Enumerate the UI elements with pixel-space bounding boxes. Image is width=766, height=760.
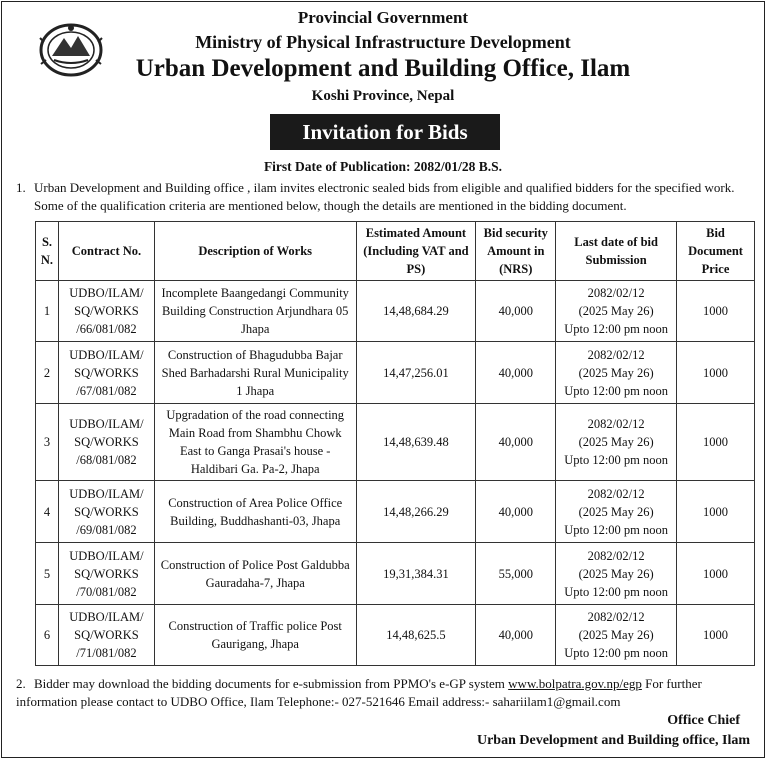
cell-lastdate: 2082/02/12 (2025 May 26) Upto 12:00 pm noon [556,281,677,342]
cell-security: 55,000 [476,543,556,605]
cell-security: 40,000 [476,605,556,666]
cell-sn: 5 [36,543,59,605]
cell-description: Construction of Police Post Galdubba Gauradaha-7, Jhapa [154,543,356,605]
cell-price: 1000 [677,481,755,543]
cell-price: 1000 [677,605,755,666]
publication-date: First Date of Publication: 2082/01/28 B.S. [263,159,503,174]
cell-amount: 14,48,684.29 [356,281,476,342]
table-row [36,481,755,543]
cell-contract: UDBO/ILAM/ SQ/WORKS /66/081/082 [58,281,154,342]
cell-price: 1000 [677,543,755,605]
col-header-security: Bid security Amount in (NRS) [476,222,556,281]
cell-price: 1000 [677,404,755,481]
cell-contract: UDBO/ILAM/ SQ/WORKS /67/081/082 [58,342,154,404]
bids-table [35,221,755,666]
download-text-tail: For further [641,676,702,691]
cell-lastdate: 2082/02/12 (2025 May 26) Upto 12:00 pm noon [556,342,677,404]
contact-line: information please contact to UDBO Office, Ilam Telephone:- 027-521646 Email address:- sahariilam1@gmail.com [16,694,621,709]
col-header-description: Description of Works [154,222,356,281]
cell-sn: 4 [36,481,59,543]
cell-lastdate: 2082/02/12 (2025 May 26) Upto 12:00 pm noon [556,543,677,605]
egp-link[interactable]: www.bolpatra.gov.np/egp [508,676,642,691]
intro-line-1: Urban Development and Building office , ilam invites electronic sealed bids from eligible and qualified bidders for the specified work. [34,180,735,195]
cell-security: 40,000 [476,342,556,404]
table-row [36,605,755,666]
cell-lastdate: 2082/02/12 (2025 May 26) Upto 12:00 pm noon [556,481,677,543]
cell-description: Construction of Traffic police Post Gaurigang, Jhapa [154,605,356,666]
para-number: 1. [16,180,26,195]
col-header-contract: Contract No. [58,222,154,281]
cell-amount: 19,31,384.31 [356,543,476,605]
notice-page [1,1,765,758]
cell-amount: 14,48,639.48 [356,404,476,481]
cell-lastdate: 2082/02/12 (2025 May 26) Upto 12:00 pm noon [556,605,677,666]
cell-contract: UDBO/ILAM/ SQ/WORKS /68/081/082 [58,404,154,481]
cell-price: 1000 [677,342,755,404]
cell-sn: 3 [36,404,59,481]
signature-office: Urban Development and Building office, Ilam [476,733,750,748]
cell-security: 40,000 [476,281,556,342]
cell-contract: UDBO/ILAM/ SQ/WORKS /70/081/082 [58,543,154,605]
cell-contract: UDBO/ILAM/ SQ/WORKS /69/081/082 [58,481,154,543]
cell-amount: 14,48,625.5 [356,605,476,666]
cell-amount: 14,47,256.01 [356,342,476,404]
cell-amount: 14,48,266.29 [356,481,476,543]
cell-security: 40,000 [476,404,556,481]
office-title: Urban Development and Building Office, Ilam [135,55,631,82]
intro-paragraph [16,179,756,215]
table-row [36,281,755,342]
cell-lastdate: 2082/02/12 (2025 May 26) Upto 12:00 pm noon [556,404,677,481]
table-row [36,543,755,605]
para-number: 2. [16,676,26,691]
download-paragraph [16,675,756,711]
province-heading: Koshi Province, Nepal [311,88,455,104]
invitation-banner: Invitation for Bids [270,114,500,150]
cell-sn: 2 [36,342,59,404]
provincial-government-heading: Provincial Government [297,8,469,27]
col-header-sn: S. N. [36,222,59,281]
table-row [36,342,755,404]
signature-title: Office Chief [667,713,740,728]
cell-description: Construction of Area Police Office Building, Buddhashanti-03, Jhapa [154,481,356,543]
cell-contract: UDBO/ILAM/ SQ/WORKS /71/081/082 [58,605,154,666]
ministry-heading: Ministry of Physical Infrastructure Development [195,32,571,52]
table-header-row [36,222,755,281]
cell-description: Construction of Bhagudubba Bajar Shed Barhadarshi Rural Municipality 1 Jhapa [154,342,356,404]
table-row [36,404,755,481]
cell-description: Incomplete Baangedangi Community Building Construction Arjundhara 05 Jhapa [154,281,356,342]
cell-sn: 6 [36,605,59,666]
cell-security: 40,000 [476,481,556,543]
download-text: Bidder may download the bidding documents for e-submission from PPMO's e-GP system [34,676,509,691]
col-header-lastdate: Last date of bid Submission [556,222,677,281]
cell-description: Upgradation of the road connecting Main Road from Shambhu Chowk East to Ganga Prasai's house - Haldibari Ga. Pa-2, Jhapa [154,404,356,481]
col-header-price: Bid Document Price [677,222,755,281]
cell-sn: 1 [36,281,59,342]
intro-line-2: Some of the qualification criteria are mentioned below, though the details are mentioned in the bidding document. [34,198,627,213]
col-header-amount: Estimated Amount (Including VAT and PS) [356,222,476,281]
cell-price: 1000 [677,281,755,342]
